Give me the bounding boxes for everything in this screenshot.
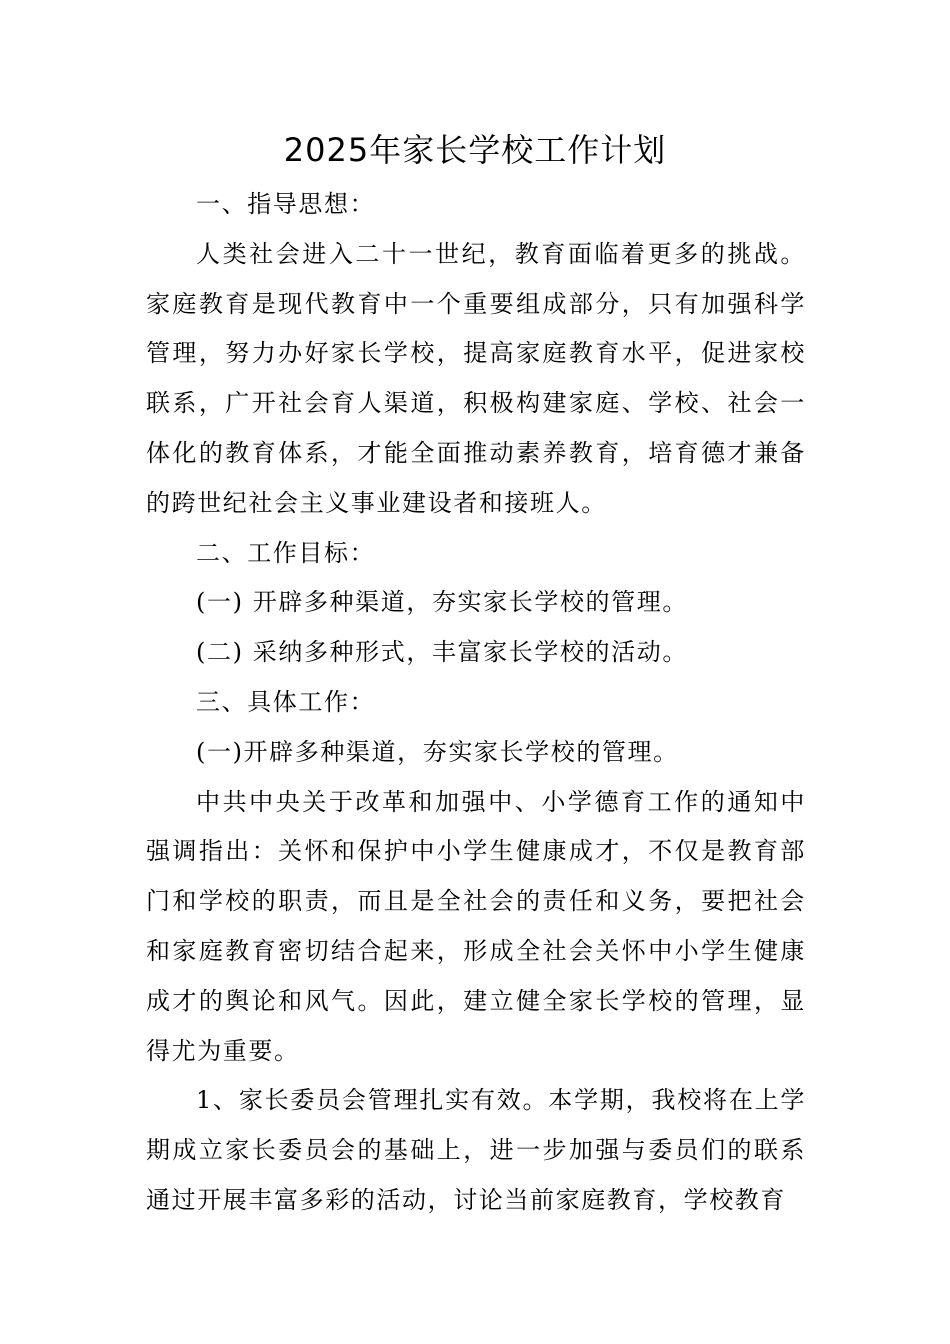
document-title: 2025年家长学校工作计划 xyxy=(283,131,667,169)
section-heading-guiding-ideology: 一、指导思想： xyxy=(196,190,376,218)
paragraph-guiding-ideology: 人类社会进入二十一世纪，教育面临着更多的挑战。家庭教育是现代教育中一个重要组成部分，只有加强科学管理，努力办好家长学校，提高家庭教育水平，促进家校联系，广开社会育人渠道，积极构建家庭、学校、社会一体化的教育体系，才能全面推动素养教育，培育德才兼备的跨世纪社会主义事业建设者和接班人。 xyxy=(146,239,806,517)
paragraph-central-notice: 中共中央关于改革和加强中、小学德育工作的通知中强调指出：关怀和保护中小学生健康成才，不仅是教育部门和学校的职责，而且是全社会的责任和义务，要把社会和家庭教育密切结合起来，形成全社会关怀中小学生健康成才的舆论和风气。因此，建立健全家长学校的管理，显得尤为重要。 xyxy=(146,787,806,1065)
subsection-heading-1: (一)开辟多种渠道，夯实家长学校的管理。 xyxy=(196,737,679,766)
section-heading-specific-work: 三、具体工作： xyxy=(196,687,376,716)
goal-item-2: (二) 采纳多种形式，丰富家长学校的活动。 xyxy=(196,638,688,667)
document-body xyxy=(146,180,806,1226)
goal-item-1: (一) 开辟多种渠道，夯实家长学校的管理。 xyxy=(196,588,688,617)
section-heading-work-goals: 二、工作目标： xyxy=(196,538,376,567)
paragraph-parent-committee: 1、家长委员会管理扎实有效。本学期，我校将在上学期成立家长委员会的基础上，进一步加强与委员们的联系通过开展丰富多彩的活动，讨论当前家庭教育，学校教育 xyxy=(146,1086,806,1214)
